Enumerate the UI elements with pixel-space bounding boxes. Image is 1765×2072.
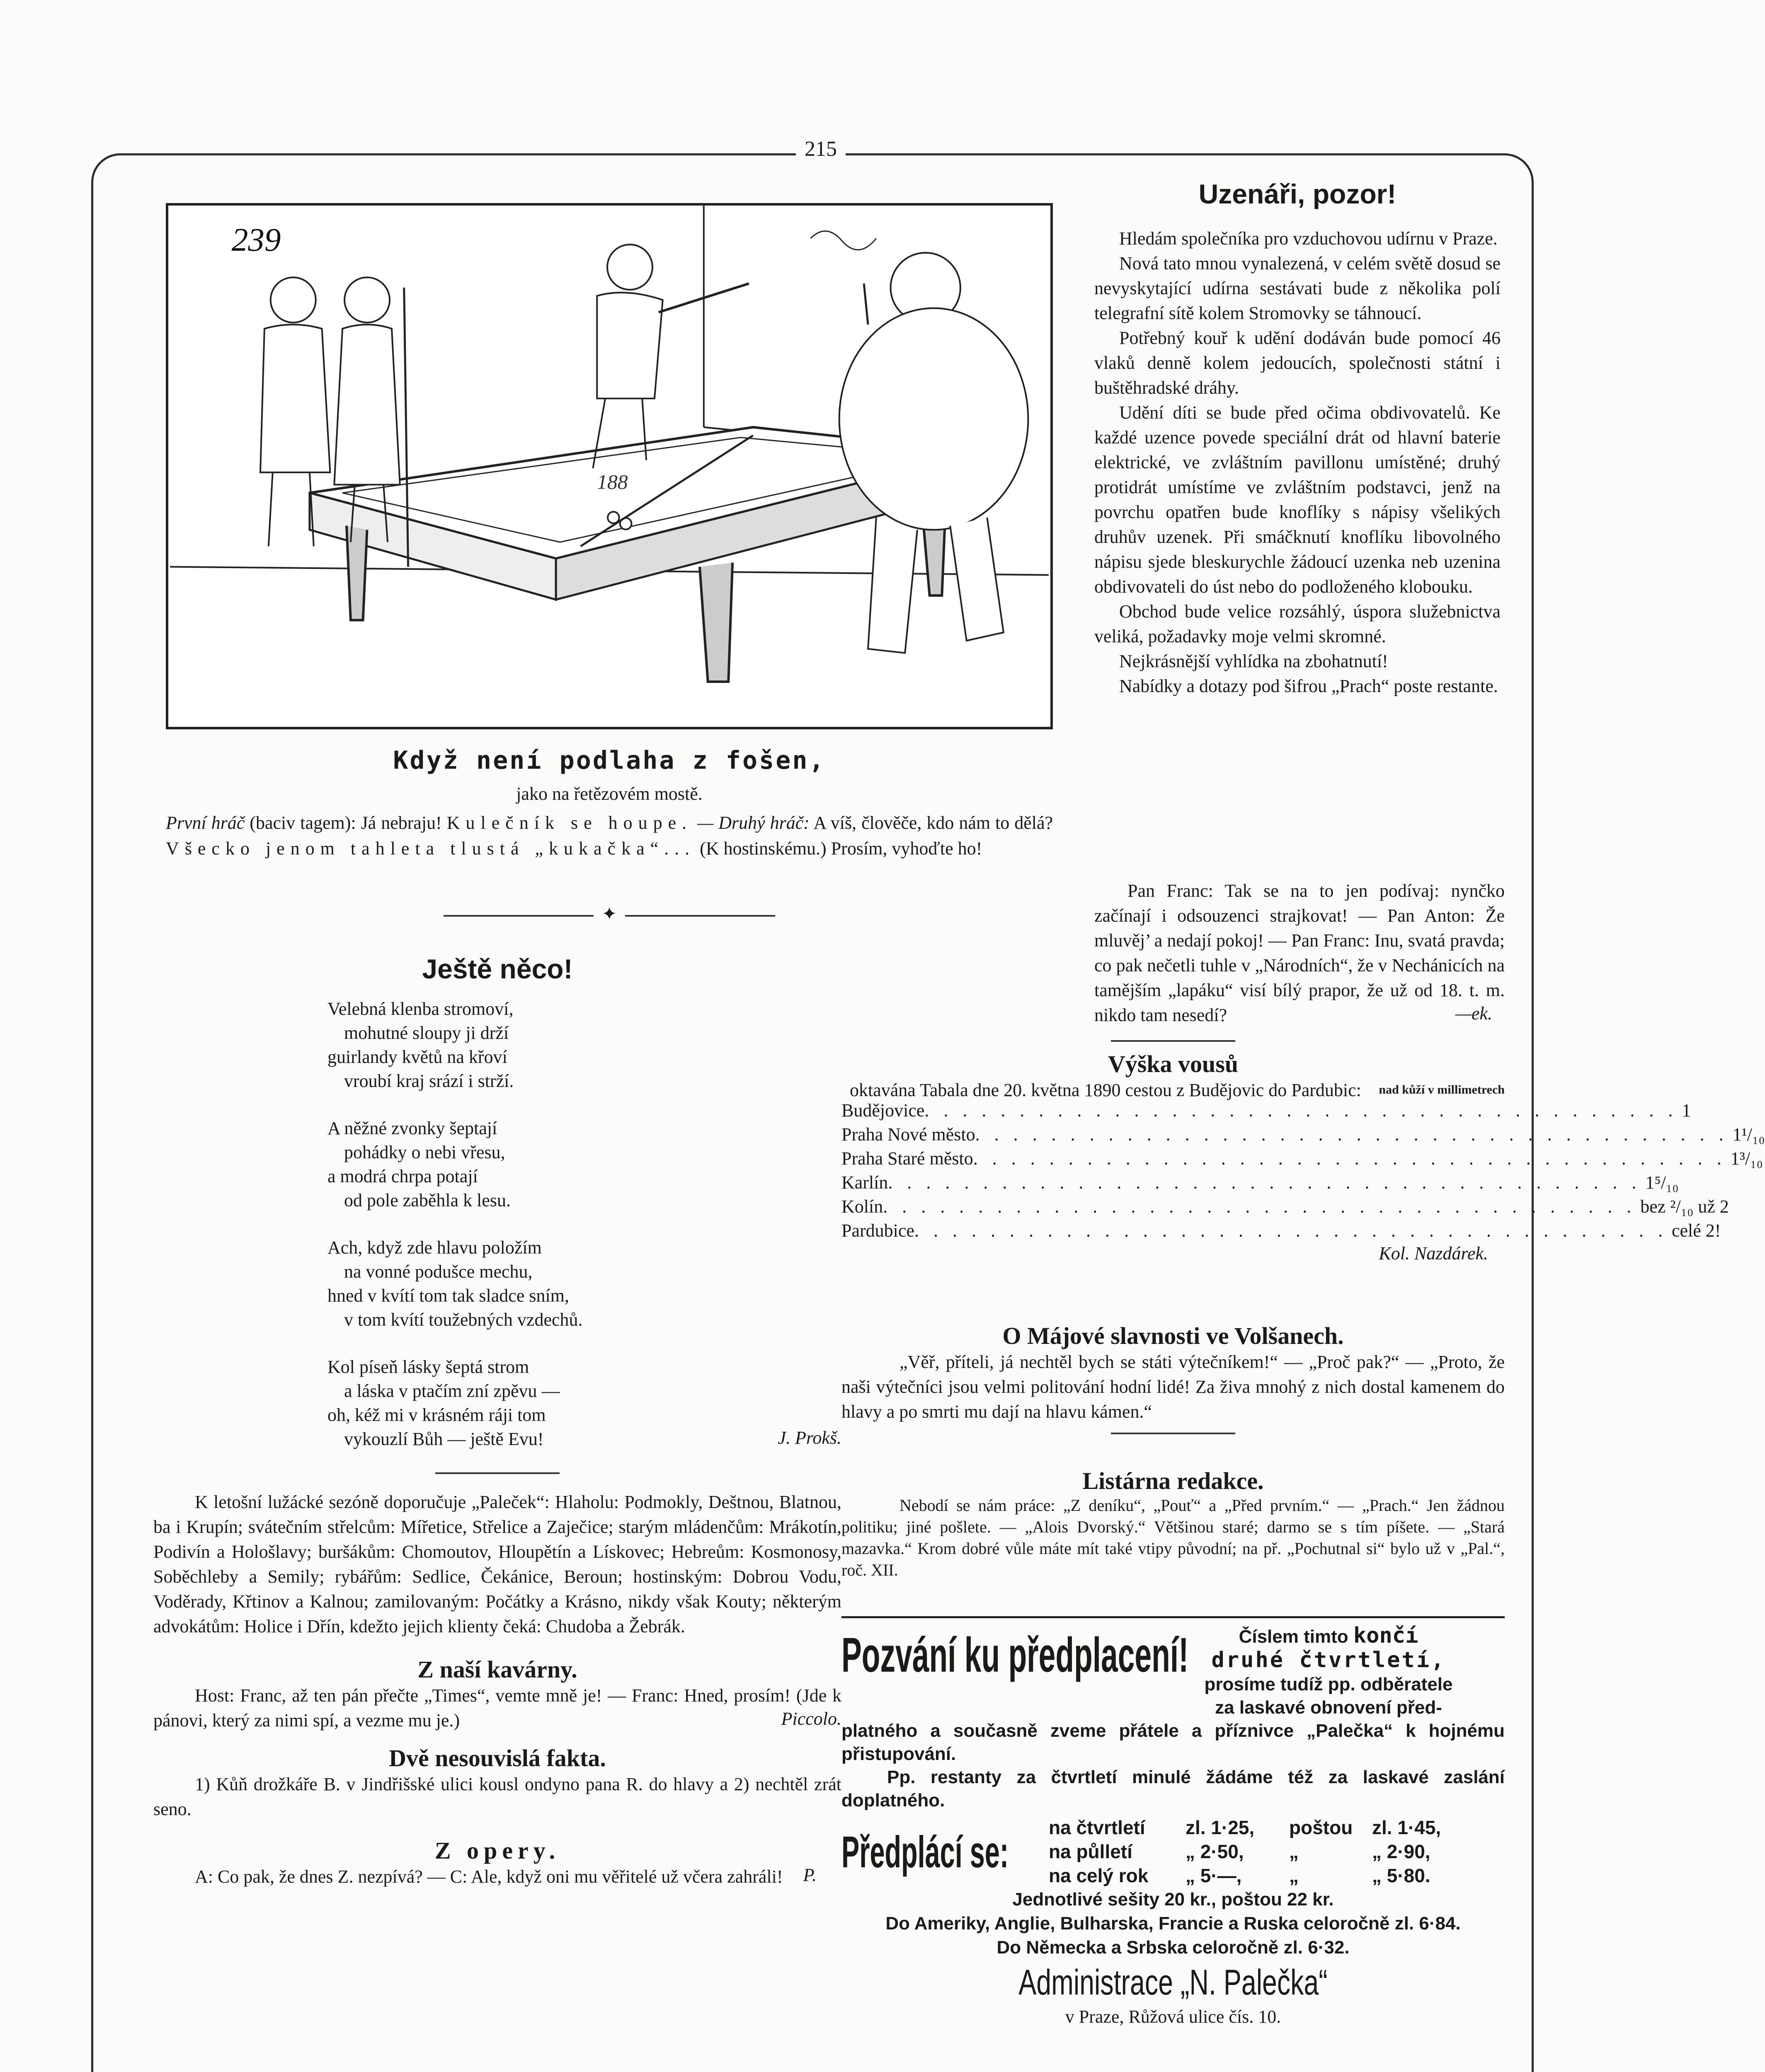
vyska-author: Kol. Nazdárek. bbox=[1379, 1243, 1488, 1264]
ad-address: v Praze, Růžová ulice čís. 10. bbox=[1065, 2007, 1281, 2027]
opera-title: Z opery. bbox=[434, 1837, 560, 1864]
poem-stanza: Velebná klenba stromoví, mohutné sloupy ji drží guirlandy květů na křoví vroubí kraj srází i strží. bbox=[327, 999, 514, 1091]
listarna-text: Nebodí se nám práce: „Z deníku“, „Pouť“ a „Před prvním.“ — „Prach.“ Jen žádnou politiku; jiné pošlete. — „Alois Dvorský.“ Většinou staré; darmo se s tím píšete. — „Stará mazavka.“ Krom dobré vůle máte mít také vtipy původní; na př. „Pochutnal si“ bylo už v „Pal.“, roč. XII. bbox=[841, 1496, 1505, 1579]
cartoon-dialog: První hráč (baciv tagem): Já nebraju! Kulečník se houpe. — Druhý hráč: A víš, člověče, kdo nám to dělá? Všecko jenom tahleta tlustá „kukačka“... (K hostinskému.) Prosím, vyhoďte ho! bbox=[166, 813, 1053, 859]
kavarna-text: Host: Franc, až ten pán přečte „Times“, vemte mně je! — Franc: Hned, prosím! (Jde k pánovi, který za nimi spí, a vezme mu je.) bbox=[153, 1685, 841, 1731]
uzenari-p5: Obchod bude velice rozsáhlý, úspora služebnictva veliká, požadavky moje velmi skromné. bbox=[1094, 601, 1501, 646]
pan-franc-text: Pan Franc: Tak se na to jen podívaj: nynčko začínají i odsouzenci strajkovat! — Pan Anton: Že mluvěj’ a nedají pokoj! — Pan Franc: Inu, svatá pravda; co pak nečetli tuhle v „Národních“, že v Nechánicích na tamějším „lapáku“ visí bílý prapor, že už od 18. t. m. nikdo tam nesedí? bbox=[1094, 881, 1505, 1025]
vyska-intro: oktavána Tabala dne 20. května 1890 cestou z Budějovic do Pardubic: bbox=[850, 1080, 1361, 1100]
vyska-row: Pardubice . . . . . . . . . . . . . . . . . . . . . . . . . . . . . . . . . . . . . . . . celé 2! bbox=[841, 1220, 1721, 1241]
poem-author: J. Prokš. bbox=[778, 1428, 841, 1448]
ad-body-1: platného a současně zveme přátele a příznivce „Palečka“ k hojnému přistupování. bbox=[841, 1721, 1505, 1764]
fakta-title: Dvě nesouvislá fakta. bbox=[389, 1745, 606, 1772]
poem bbox=[153, 997, 841, 1451]
left-column bbox=[153, 953, 841, 1886]
vyska-row: Praha Nové město . . . . . . . . . . . . . . . . . . . . . . . . . . . . . . . . . . . . . . . . 1¹/₁₀ bbox=[841, 1124, 1765, 1145]
vyska-title: Výška vousů bbox=[1108, 1051, 1239, 1077]
uzenari-p6: Nejkrásnější vyhlídka na zbohatnutí! bbox=[1119, 651, 1388, 671]
cartoon-subtitle: jako na řetězovém mostě. bbox=[516, 784, 703, 804]
ad-admin: Administrace „N. Palečka“ bbox=[1018, 1963, 1328, 2002]
listarna-article bbox=[841, 1467, 1505, 1581]
poem-stanza: Kol píseň lásky šeptá strom a láska v ptačím zní zpěvu — oh, kéž mi v krásném ráji tom vykouzlí Bůh — ještě Evu! bbox=[327, 1357, 560, 1449]
pan-franc-article bbox=[837, 879, 1505, 1024]
ad-headline: Pozvání ku předplacení! bbox=[841, 1628, 1189, 1682]
separator-ornament: ✦ bbox=[444, 903, 775, 925]
uzenari-title: Uzenáři, pozor! bbox=[1198, 179, 1396, 209]
uzenari-article bbox=[1094, 178, 1501, 699]
uzenari-p3: Potřebný kouř k udění dodáván bude pomocí 46 vlaků denně kolem jedoucích, společnosti státní i buštěhradské dráhy. bbox=[1094, 328, 1501, 398]
ad-single: Jednotlivé sešity 20 kr., poštou 22 kr. bbox=[1012, 1889, 1334, 1910]
ad-price-row: na celý rok „ 5·—, „ „ 5·80. bbox=[1049, 1865, 1430, 1886]
ad-price-row: na čtvrtletí zl. 1·25, poštou zl. 1·45, bbox=[1049, 1817, 1441, 1838]
vyska-article bbox=[841, 1040, 1765, 1264]
ad-predplaci: Předplácí se: bbox=[841, 1826, 1009, 1877]
majove-article bbox=[841, 1322, 1505, 1434]
opera-author: P. bbox=[803, 1865, 817, 1885]
ad-abroad-2: Do Německa a Srbska celoročně zl. 6·32. bbox=[996, 1937, 1350, 1958]
listarna-title: Listárna redakce. bbox=[1082, 1467, 1264, 1494]
cartoon-title: Když není podlaha z fošen, bbox=[393, 746, 826, 775]
billiard-illustration bbox=[168, 206, 1050, 727]
kavarna-author: Piccolo. bbox=[781, 1709, 841, 1729]
ad-body-2: Pp. restanty za čtvrtletí minulé žádáme též za laskavé zaslání doplatného. bbox=[841, 1767, 1505, 1811]
ad-price-row: na půlletí „ 2·50, „ „ 2·90, bbox=[1049, 1841, 1430, 1862]
vyska-unit-header: nad kůží v millimetrech bbox=[1379, 1083, 1505, 1097]
pan-franc-sign: —ek. bbox=[1455, 1003, 1492, 1024]
opera-text: A: Co pak, že dnes Z. nezpívá? — C: Ale, když oni mu věřitelé už včera zahráli! bbox=[195, 1866, 783, 1887]
majove-text: „Věř, příteli, já nechtěl bych se státi výtečníkem!“ — „Proč pak?“ — „Proto, že naši výtečníci jsou velmi politování hodní lidé! Za živa mnohý z nich dostal kamenem do hlavy a po smrti mu dají na hlavu kámen.“ bbox=[841, 1352, 1505, 1422]
uzenari-p4: Udění díti se bude před očima obdivovatelů. Ke každé uzence povede speciální drát od hlavní baterie elektrické, ve zvláštním pavillonu umístěné; druhý protidrát umístíme ve zvláštním podstavci, jenž na povrchu opatřen bude knoflíky s nápisy všelikých druhův uzenek. Při smáčknutí knoflíku libovolného nápisu sjede bleskurychle žádoucí uzenka neb uzenina obdivovateli do úst nebo do podloženého klobouku. bbox=[1094, 402, 1501, 597]
ad-prices bbox=[1049, 1815, 1505, 1888]
ad-abroad-1: Do Ameriky, Anglie, Bulharska, Francie a Ruska celoročně zl. 6·84. bbox=[885, 1913, 1461, 1934]
sketch-number: 239 bbox=[231, 221, 281, 258]
separator bbox=[153, 1461, 841, 1486]
table-scribble: 188 bbox=[597, 470, 628, 494]
uzenari-p2: Nová tato mnou vynalezená, v celém světě dosud se nevyskytající udírna sestávati bude z několika polí telegrafní sítě kolem Stromovky se táhnoucí. bbox=[1094, 253, 1501, 323]
majove-title: O Májové slavnosti ve Volšanech. bbox=[1002, 1322, 1344, 1349]
vyska-row: Karlín . . . . . . . . . . . . . . . . . . . . . . . . . . . . . . . . . . . . . . . . 1⁵/₁₀ bbox=[841, 1172, 1679, 1193]
vyska-row: Kolín . . . . . . . . . . . . . . . . . . . . . . . . . . . . . . . . . . . . . . . . bez ²/₁₀ už 2 bbox=[841, 1196, 1729, 1217]
poem-title: Ještě něco! bbox=[422, 954, 573, 984]
billiard-cartoon bbox=[166, 203, 1053, 729]
page-number: 215 bbox=[796, 137, 846, 161]
subscription-ad bbox=[841, 1616, 1505, 2028]
kavarna-title: Z naší kavárny. bbox=[417, 1656, 577, 1683]
luzicke-text: K letošní lužácké sezóně doporučuje „Paleček“: Hlaholu: Podmokly, Deštnou, Blatnou, ba i Krupín; svátečním střelcům: Mířetice, Střelice a Zaječice; starým mládenčům: Mrákotín, Podivín a Hološlavy; buršákům: Chomoutov, Hloupětín a Lískovec; Hebreům: Kosmonosy, Soběchleby a Semily; rybářům: Sedlice, Čekánice, Beroun; hostinským: Dobrou Vodu, Voděrady, Křtinov a Kalnou; zamilovaným: Počátky a Krásno, nikdy však Kouty; některým advokátům: Holice i Dřín, kdežto jejich klienty čeká: Chudoba a Žebrák. bbox=[153, 1492, 841, 1636]
vyska-row: Praha Staré město . . . . . . . . . . . . . . . . . . . . . . . . . . . . . . . . . . . . . . . . 1³/₁₀ bbox=[841, 1148, 1763, 1169]
fakta-text: 1) Kůň drožkáře B. v Jindřišské ulici kousl ondyno pana R. do hlavy a 2) nechtěl zrát seno. bbox=[153, 1774, 841, 1819]
poem-stanza: A něžné zvonky šeptají pohádky o nebi vřesu, a modrá chrpa potají od pole zaběhla k lesu. bbox=[327, 1118, 511, 1210]
ad-head-text: Číslem timto končí druhé čtvrtletí, prosíme tudíž pp. odběratele za laskavé obnovení před- bbox=[1204, 1623, 1453, 1718]
uzenari-p7: Nabídky a dotazy pod šifrou „Prach“ poste restante. bbox=[1119, 676, 1498, 696]
uzenari-p1: Hledám společníka pro vzduchovou udírnu v Praze. bbox=[1119, 228, 1498, 249]
vyska-row: Budějovice . . . . . . . . . . . . . . . . . . . . . . . . . . . . . . . . . . . . . . . . 1 bbox=[841, 1100, 1691, 1121]
poem-stanza: Ach, když zde hlavu položím na vonné podušce mechu, hned v kvítí tom tak sladce sním, v tom kvítí toužebných vzdechů. bbox=[327, 1237, 583, 1330]
